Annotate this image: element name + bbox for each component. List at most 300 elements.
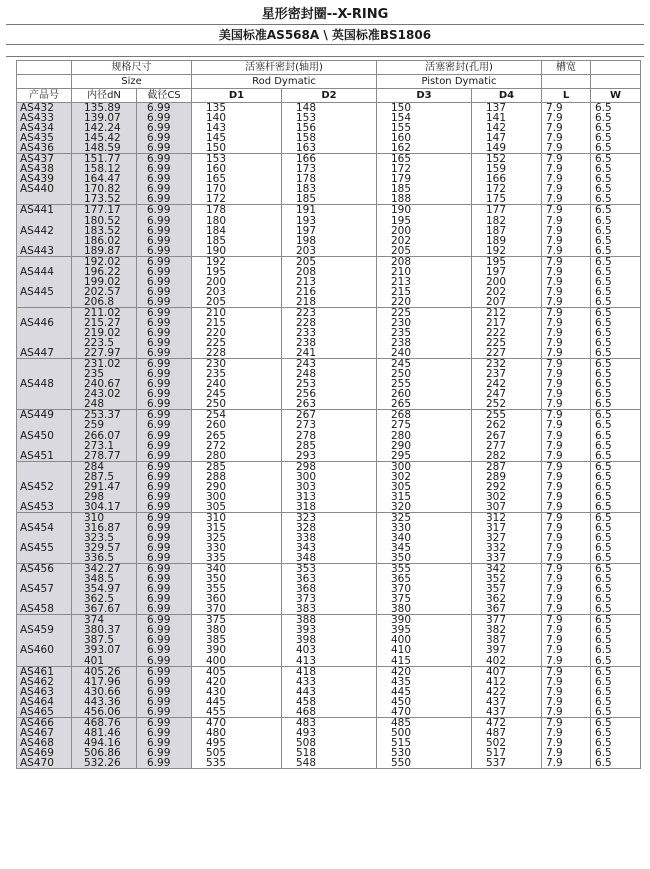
cell-d3 <box>377 564 472 615</box>
cell-value: 445 <box>391 685 412 698</box>
cell-d4 <box>472 154 542 205</box>
cell-value: 156 <box>296 122 317 135</box>
cell-value: 430 <box>206 685 227 698</box>
cell-d2 <box>282 666 377 717</box>
cell-value: 200 <box>486 275 507 288</box>
cell-value: AS454 <box>20 521 54 534</box>
cell-value: 400 <box>391 634 412 647</box>
cell-value: 189.87 <box>84 244 121 257</box>
cell-value: 6.99 <box>147 490 171 503</box>
cell-value: 508 <box>296 736 317 749</box>
cell-value: 338 <box>296 531 317 544</box>
cell-value: 6.5 <box>595 398 612 411</box>
cell-value: 189 <box>486 234 507 247</box>
cell-value: 170 <box>206 183 227 196</box>
cell-value: 348 <box>296 552 317 565</box>
header-piston-cn: 活塞密封(孔用) <box>377 61 542 75</box>
cell-value: 343 <box>296 542 317 555</box>
cell-value: 6.5 <box>595 716 612 729</box>
cell-d4 <box>472 564 542 615</box>
cell-d3 <box>377 461 472 512</box>
cell-dn <box>72 205 137 256</box>
cell-value: 6.99 <box>147 204 171 217</box>
cell-value: 6.5 <box>595 542 612 555</box>
cell-value: 375 <box>206 614 227 627</box>
cell-dn <box>72 666 137 717</box>
cell-cs <box>137 359 192 410</box>
cell-value: 6.99 <box>147 132 171 145</box>
cell-value: 154 <box>391 112 412 125</box>
cell-value: AS445 <box>20 285 54 298</box>
header-d1: D1 <box>192 89 282 103</box>
cell-value: 393 <box>296 624 317 637</box>
cell-value: 335 <box>206 552 227 565</box>
cell-d1 <box>192 461 282 512</box>
cell-w <box>591 359 641 410</box>
cell-value: 175 <box>486 193 507 206</box>
cell-value: 7.9 <box>546 449 563 462</box>
cell-value: AS466 <box>20 716 54 729</box>
cell-value: 280 <box>206 449 227 462</box>
cell-value: 150 <box>391 102 412 114</box>
cell-value: 380 <box>391 603 412 616</box>
cell-value: 6.99 <box>147 285 171 298</box>
cell-cs <box>137 307 192 358</box>
cell-value: 6.99 <box>147 614 171 627</box>
cell-value: 7.9 <box>546 685 563 698</box>
cell-value: AS449 <box>20 409 54 422</box>
cell-value: 172 <box>391 163 412 176</box>
header-d3: D3 <box>377 89 472 103</box>
cell-value: 6.5 <box>595 409 612 422</box>
cell-value: 172 <box>206 193 227 206</box>
cell-d1 <box>192 205 282 256</box>
cell-value: 200 <box>391 224 412 237</box>
cell-value: 430.66 <box>84 685 121 698</box>
cell-value: 6.5 <box>595 685 612 698</box>
cell-value: 240 <box>391 347 412 360</box>
cell-value: 7.9 <box>546 306 563 319</box>
cell-value: 195 <box>206 265 227 278</box>
cell-value: AS455 <box>20 542 54 555</box>
cell-value: 315 <box>206 521 227 534</box>
cell-w <box>591 564 641 615</box>
cell-value: 6.5 <box>595 614 612 627</box>
cell-value: 310 <box>84 511 105 524</box>
cell-value: 375 <box>391 593 412 606</box>
cell-value: AS438 <box>20 163 54 176</box>
cell-dn <box>72 307 137 358</box>
cell-value: 345 <box>391 542 412 555</box>
cell-d1 <box>192 666 282 717</box>
cell-value: 330 <box>391 521 412 534</box>
cell-value: 400 <box>206 654 227 667</box>
cell-value: 7.9 <box>546 665 563 678</box>
cell-value: 6.99 <box>147 409 171 422</box>
cell-value: 6.5 <box>595 153 612 166</box>
cell-value: AS464 <box>20 695 54 708</box>
cell-value: 302 <box>391 470 412 483</box>
cell-l <box>542 410 591 461</box>
cell-d2 <box>282 154 377 205</box>
cell-d3 <box>377 615 472 666</box>
cell-value: 245 <box>391 358 412 371</box>
cell-value: 327 <box>486 531 507 544</box>
cell-value: 6.99 <box>147 183 171 196</box>
cell-value: 7.9 <box>546 695 563 708</box>
cell-w <box>591 256 641 307</box>
cell-value: 355 <box>391 563 412 576</box>
cell-value: 6.5 <box>595 132 612 145</box>
cell-value: 458 <box>296 695 317 708</box>
cell-d1 <box>192 717 282 768</box>
cell-cs <box>137 615 192 666</box>
cell-value: 7.9 <box>546 726 563 739</box>
cell-value: 255 <box>486 409 507 422</box>
cell-value: 142 <box>486 122 507 135</box>
spec-table-body <box>17 103 641 769</box>
cell-w <box>591 512 641 563</box>
cell-value: 250 <box>206 398 227 411</box>
cell-value: 149 <box>486 142 507 155</box>
cell-value: 188 <box>391 193 412 206</box>
cell-value: 7.9 <box>546 409 563 422</box>
cell-value: 355 <box>206 583 227 596</box>
cell-value: 435 <box>391 675 412 688</box>
cell-value: 530 <box>391 746 412 759</box>
cell-value: 6.99 <box>147 265 171 278</box>
cell-value: 135 <box>206 102 227 114</box>
header-blank-5 <box>591 75 641 89</box>
cell-cs <box>137 256 192 307</box>
cell-value: 300 <box>296 470 317 483</box>
cell-w <box>591 307 641 358</box>
cell-d2 <box>282 410 377 461</box>
cell-value: 6.5 <box>595 183 612 196</box>
cell-value: AS432 <box>20 102 54 114</box>
cell-value: 230 <box>391 316 412 329</box>
cell-value: 190 <box>391 204 412 217</box>
cell-value: 203 <box>206 285 227 298</box>
cell-value: 245 <box>206 388 227 401</box>
cell-value: 7.9 <box>546 347 563 360</box>
cell-value: 6.5 <box>595 358 612 371</box>
cell-value: 7.9 <box>546 531 563 544</box>
cell-value: 208 <box>391 255 412 268</box>
cell-value: 7.9 <box>546 153 563 166</box>
cell-value: 363 <box>296 573 317 586</box>
cell-value: 6.99 <box>147 603 171 616</box>
cell-d1 <box>192 564 282 615</box>
cell-value: 7.9 <box>546 183 563 196</box>
cell-value: 225 <box>391 306 412 319</box>
cell-value: 6.5 <box>595 378 612 391</box>
cell-value: 6.5 <box>595 327 612 340</box>
cell-value: 6.99 <box>147 347 171 360</box>
cell-value: 238 <box>391 337 412 350</box>
cell-value: 7.9 <box>546 142 563 155</box>
cell-value: 6.5 <box>595 531 612 544</box>
cell-value: 6.99 <box>147 214 171 227</box>
cell-value: 179 <box>391 173 412 186</box>
cell-dn <box>72 410 137 461</box>
cell-value: 205 <box>296 255 317 268</box>
cell-value: 6.99 <box>147 142 171 155</box>
cell-value: 298 <box>296 460 317 473</box>
cell-value: 290 <box>206 480 227 493</box>
cell-value: 7.9 <box>546 132 563 145</box>
cell-value: AS453 <box>20 500 54 513</box>
cell-value: 323 <box>296 511 317 524</box>
cell-value: 182 <box>486 214 507 227</box>
cell-value: 437 <box>486 705 507 718</box>
cell-value: 200 <box>206 275 227 288</box>
cell-value: 152 <box>486 153 507 166</box>
cell-value: 6.5 <box>595 204 612 217</box>
cell-value: 420 <box>391 665 412 678</box>
cell-value: 6.99 <box>147 644 171 657</box>
cell-value: 420 <box>206 675 227 688</box>
cell-value: 147 <box>486 132 507 145</box>
cell-value: 163 <box>296 142 317 155</box>
cell-value: 7.9 <box>546 388 563 401</box>
cell-value: 455 <box>206 705 227 718</box>
cell-value: 317 <box>486 521 507 534</box>
cell-value: 6.99 <box>147 378 171 391</box>
cell-value: 155 <box>391 122 412 135</box>
cell-value: 6.99 <box>147 295 171 308</box>
header-blank-2 <box>591 61 641 75</box>
cell-value: 148.59 <box>84 142 121 155</box>
cell-value: AS446 <box>20 316 54 329</box>
cell-value: 6.99 <box>147 675 171 688</box>
cell-value: 7.9 <box>546 439 563 452</box>
cell-value: 254 <box>206 409 227 422</box>
cell-value: 235 <box>391 327 412 340</box>
cell-value: 517 <box>486 746 507 759</box>
cell-part-no <box>17 256 72 307</box>
cell-value: 373 <box>296 593 317 606</box>
cell-value: 153 <box>296 112 317 125</box>
cell-value: 164.47 <box>84 173 121 186</box>
cell-value: 225 <box>486 337 507 350</box>
cell-value: 7.9 <box>546 193 563 206</box>
cell-value: AS470 <box>20 757 54 769</box>
cell-value: 7.9 <box>546 244 563 257</box>
cell-value: 195 <box>486 255 507 268</box>
cell-value: 7.9 <box>546 214 563 227</box>
cell-value: AS437 <box>20 153 54 166</box>
cell-value: 219.02 <box>84 327 121 340</box>
cell-d1 <box>192 512 282 563</box>
cell-value: 6.5 <box>595 757 612 769</box>
cell-value: AS441 <box>20 204 54 217</box>
cell-value: 393.07 <box>84 644 121 657</box>
cell-value: AS448 <box>20 378 54 391</box>
cell-value: 7.9 <box>546 316 563 329</box>
cell-dn <box>72 512 137 563</box>
cell-l <box>542 205 591 256</box>
cell-value: 192.02 <box>84 255 121 268</box>
cell-value: 362 <box>486 593 507 606</box>
cell-value: AS465 <box>20 705 54 718</box>
cell-value: 6.5 <box>595 736 612 749</box>
cell-d1 <box>192 256 282 307</box>
cell-value <box>20 359 71 369</box>
cell-value: 313 <box>296 490 317 503</box>
cell-value: 328 <box>296 521 317 534</box>
cell-value: 193 <box>296 214 317 227</box>
cell-value: 262 <box>486 419 507 432</box>
cell-value: 6.5 <box>595 624 612 637</box>
cell-value: 300 <box>391 460 412 473</box>
page-subtitle: 美国标准AS568A \ 英国标准BS1806 <box>6 26 644 45</box>
cell-value: 485 <box>391 716 412 729</box>
cell-value: 470 <box>206 716 227 729</box>
cell-value: 6.5 <box>595 654 612 667</box>
cell-value: AS467 <box>20 726 54 739</box>
cell-cs <box>137 154 192 205</box>
cell-part-no <box>17 103 72 154</box>
cell-d3 <box>377 666 472 717</box>
cell-value: 230 <box>206 358 227 371</box>
cell-d4 <box>472 410 542 461</box>
cell-value: 228 <box>296 316 317 329</box>
cell-value: 405.26 <box>84 665 121 678</box>
cell-value: 215 <box>391 285 412 298</box>
cell-value: 6.5 <box>595 511 612 524</box>
cell-value: 312 <box>486 511 507 524</box>
cell-value: 268 <box>391 409 412 422</box>
cell-value: 180 <box>206 214 227 227</box>
cell-value: 445 <box>206 695 227 708</box>
cell-value: 6.5 <box>595 214 612 227</box>
cell-d2 <box>282 564 377 615</box>
cell-d4 <box>472 205 542 256</box>
table-row-group <box>17 205 641 256</box>
table-row-group <box>17 564 641 615</box>
cell-value: 456.06 <box>84 705 121 718</box>
cell-value: 6.5 <box>595 337 612 350</box>
cell-dn <box>72 461 137 512</box>
cell-value: 202.57 <box>84 285 121 298</box>
cell-value: 7.9 <box>546 122 563 135</box>
cell-value: 7.9 <box>546 634 563 647</box>
cell-value: 395 <box>391 624 412 637</box>
cell-value: 365 <box>391 573 412 586</box>
cell-value: 7.9 <box>546 490 563 503</box>
cell-value: 6.99 <box>147 368 171 381</box>
cell-value: 210 <box>391 265 412 278</box>
table-row-group <box>17 103 641 154</box>
cell-w <box>591 666 641 717</box>
cell-value: 6.99 <box>147 552 171 565</box>
cell-value: 397 <box>486 644 507 657</box>
cell-value: 370 <box>206 603 227 616</box>
cell-part-no <box>17 359 72 410</box>
cell-value: 398 <box>296 634 317 647</box>
cell-value: 548 <box>296 757 317 769</box>
cell-value: 252 <box>486 398 507 411</box>
cell-value: 172 <box>486 183 507 196</box>
cell-value: 380 <box>206 624 227 637</box>
cell-value: AS452 <box>20 480 54 493</box>
cell-value: 350 <box>206 573 227 586</box>
cell-value: 240 <box>206 378 227 391</box>
cell-value: 255 <box>391 378 412 391</box>
cell-value: 266.07 <box>84 429 121 442</box>
cell-value: 6.5 <box>595 449 612 462</box>
cell-value: 6.5 <box>595 234 612 247</box>
cell-value: 353 <box>296 563 317 576</box>
cell-d2 <box>282 103 377 154</box>
cell-value: 7.9 <box>546 460 563 473</box>
cell-value: 6.99 <box>147 102 171 114</box>
cell-value: 304.17 <box>84 500 121 513</box>
cell-value: AS434 <box>20 122 54 135</box>
cell-value: 213 <box>391 275 412 288</box>
cell-value: 233 <box>296 327 317 340</box>
cell-value: 6.5 <box>595 644 612 657</box>
cell-d2 <box>282 717 377 768</box>
cell-value: 184 <box>206 224 227 237</box>
cell-value: 280 <box>391 429 412 442</box>
cell-value: 287 <box>486 460 507 473</box>
cell-value: 202 <box>391 234 412 247</box>
cell-l <box>542 256 591 307</box>
cell-value: 223.5 <box>84 337 115 350</box>
cell-value: 177.17 <box>84 204 121 217</box>
header-cs: 截径CS <box>137 89 192 103</box>
cell-value: 6.99 <box>147 480 171 493</box>
cell-w <box>591 410 641 461</box>
cell-dn <box>72 103 137 154</box>
cell-value: 159 <box>486 163 507 176</box>
cell-part-no <box>17 205 72 256</box>
cell-value: 422 <box>486 685 507 698</box>
cell-value: 502 <box>486 736 507 749</box>
cell-value: 370 <box>391 583 412 596</box>
cell-value: 151.77 <box>84 153 121 166</box>
cell-value: 6.5 <box>595 285 612 298</box>
cell-value: 212 <box>486 306 507 319</box>
cell-d2 <box>282 512 377 563</box>
cell-value: 330 <box>206 542 227 555</box>
cell-value: 160 <box>391 132 412 145</box>
cell-value: 259 <box>84 419 105 432</box>
cell-value: 352 <box>486 573 507 586</box>
cell-value: 278.77 <box>84 449 121 462</box>
cell-l <box>542 615 591 666</box>
cell-d4 <box>472 615 542 666</box>
cell-value: 402 <box>486 654 507 667</box>
cell-value: 6.99 <box>147 563 171 576</box>
cell-value: 367 <box>486 603 507 616</box>
cell-value: 7.9 <box>546 378 563 391</box>
cell-value: 6.99 <box>147 224 171 237</box>
cell-value: 337 <box>486 552 507 565</box>
cell-value: 158 <box>296 132 317 145</box>
cell-value: 6.5 <box>595 521 612 534</box>
cell-value: 300 <box>206 490 227 503</box>
cell-part-no <box>17 154 72 205</box>
cell-value: 6.5 <box>595 665 612 678</box>
cell-value: 6.5 <box>595 593 612 606</box>
cell-value: 7.9 <box>546 757 563 769</box>
cell-d4 <box>472 256 542 307</box>
cell-value: 7.9 <box>546 102 563 114</box>
cell-value: 218 <box>296 295 317 308</box>
